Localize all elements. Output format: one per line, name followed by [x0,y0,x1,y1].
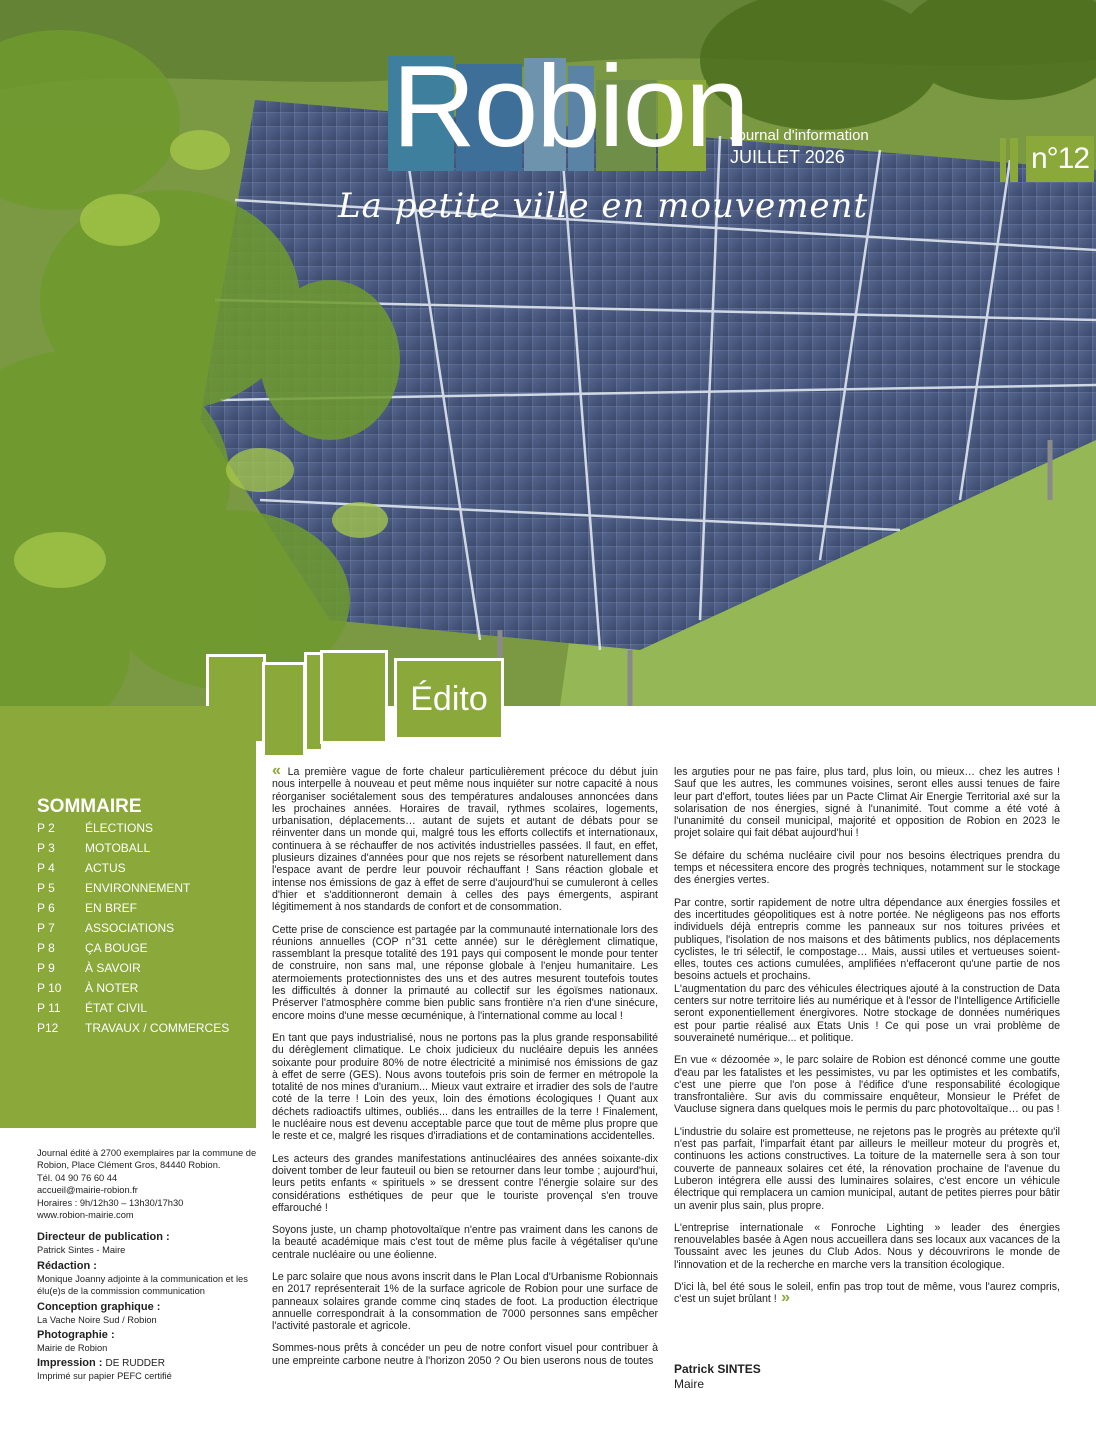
sommaire-label: EN BREF [85,901,138,915]
print-value: DE RUDDER [105,1358,165,1370]
article-paragraph [674,897,1060,1045]
sommaire-label: ASSOCIATIONS [85,921,175,935]
colophon-email[interactable]: accueil@mairie-robion.fr [37,1185,138,1196]
open-quote-mark: « [272,762,288,779]
sommaire-panel [0,706,256,1128]
article-text: Sommes-nous prêts à concéder un peu de notre confort visuel pour contribuer à une empreinte carbone neutre à l'horizon 2050 ? Ou bien userons nous de toutes [272,1342,658,1367]
sommaire-item [37,938,252,958]
sommaire-label: ÉTAT CIVIL [85,1001,148,1015]
article-paragraph [272,1224,658,1261]
article-paragraph [272,762,658,914]
article-text: Soyons juste, un champ photovoltaïque n'entre pas vraiment dans les canons de la beauté académique mais c'est tout de même plus facile à végétaliser qu'une centrale nucléaire ou une éolienne. [272,1224,658,1261]
sommaire-page: P 2 [37,821,55,835]
redaction-value: Monique Joanny adjointe à la communication et les élu(e)s de la commission communication [37,1273,248,1297]
article-column-1 [272,762,658,1396]
colophon [37,1147,259,1383]
paper-value: Imprimé sur papier PEFC certifié [37,1371,172,1382]
article-paragraph [674,1222,1060,1271]
sommaire-item [37,918,252,938]
issue-date: JUILLET 2026 [730,147,845,167]
sommaire-page: P 3 [37,841,55,855]
article-text: En vue « dézoomée », le parc solaire de Robion est dénoncé comme une goutte d'eau par les fatalistes et les pessimistes, vu par les optimistes et les combatifs, c'est une pierre que l'on pose à l'édifice d'une responsabilité écologique transfrontalière. Sur avis du commissaire enquêteur, Monsieur le Préfet de Vaucluse signera dans quelques mois le permis du parc photovoltaïque… ou pas ! [674,1054,1060,1116]
colophon-web[interactable]: www.robion-mairie.com [37,1210,134,1221]
article-paragraph [674,1281,1060,1306]
signature [674,1362,761,1392]
sommaire-item [37,998,252,1018]
sommaire-item [37,878,252,898]
article-text: L'entreprise internationale « Fonroche Lighting » leader des énergies renouvelables basée à Agen nous accueillera dans ses locaux aux vacances de la Toussaint avec les jeunes du Club Ados. Nous y découvrirons le monde de l'innovation et de la recherche en marche vers la transition écologique. [674,1221,1060,1271]
sommaire-item [37,818,252,838]
article-text: L'industrie du solaire est prometteuse, ne rejetons pas le progrès au prétexte qu'il n'est pas parfait, l'imparfait étant par ailleurs le meilleur moteur du progrès et, continuons les actions constructives. La toiture de la maternelle sera à son tour couverte de panneaux solaires cet été, la rénovation prochaine de l'avenue du Luberon intégrera elle aussi des luminaires solaires, c'est encore un véhicule électrique qui remplacera un camion municipal, autant de petites pierres pour bâtir un avenir plus sain, plus propre. [674,1125,1060,1212]
article-text: Le parc solaire que nous avons inscrit dans le Plan Local d'Urbanisme Robionnais en 2017 représenterait 1% de la surface agricole de Robion pour une surface de panneaux solaires grande comme cinq stades de foot. La production électrique annuelle correspondrait à la consommation de 7000 personnes sans empêcher l'activité pastorale et agricole. [272,1270,658,1333]
sommaire-item [37,1018,252,1038]
masthead-tagline: La petite ville en mouvement [338,186,869,226]
close-quote-mark: » [776,1289,791,1307]
sommaire-label: À SAVOIR [85,961,141,975]
director-value: Patrick Sintes - Maire [37,1245,126,1256]
design-value: La Vache Noire Sud / Robion [37,1314,157,1325]
article-text: Par contre, sortir rapidement de notre ultra dépendance aux énergies fossiles et des incertitudes géopolitiques est à notre portée. Ne négligeons pas nos efforts individuels déjà entrepris comme les panneaux sur nos toitures privées et publiques, l'isolation de nos maisons et des bâtiments publics, nos déplacements cyclistes, le tri sélectif, le compostage… Mais, aussi utiles et vertueuses soient-elles, toutes ces actions cumulées, amplifiées n'effaceront qu'une partie de nos besoins actuels et prochains. L'augmentation du parc des véhicules électriques ajouté à la construction de Data centers sur notre territoire liés au numérique et à l'essor de l'Intelligence Artificielle seront exponentiellement énergivores. Notre stockage de données numériques est pour partie réalisé aux Etats Unis ! Ce qui pose un vrai problème de souveraineté numérique... et politique. [674,896,1060,1044]
sommaire-item [37,898,252,918]
article-paragraph [272,1271,658,1332]
sommaire-page: P 10 [37,981,62,995]
signature-role: Maire [674,1377,705,1391]
photo-label: Photographie : [37,1329,115,1342]
masthead-title: Robion [392,41,748,171]
colophon-tel: Tél. 04 90 76 60 44 [37,1172,118,1183]
colophon-hours: Horaires : 9h/12h30 – 13h30/17h30 [37,1197,184,1208]
article-paragraph [674,766,1060,840]
article-paragraph [272,1153,658,1214]
article-text: D'ici là, bel été sous le soleil, enfin pas trop tout de même, vous l'aurez compris, c'est un sujet brûlant ! [674,1280,1060,1306]
issue-number-badge: n°12 [1026,136,1094,182]
sommaire-label: ENVIRONNEMENT [85,881,191,895]
article-paragraph [674,1126,1060,1212]
sommaire-page: P 6 [37,901,55,915]
sommaire-label: ÇA BOUGE [85,941,148,955]
article-text: Cette prise de conscience est partagée par la communauté internationale lors des réunions annuelles (COP n°31 cette année) sur le dérèglement climatique, rassemblant la presque totalité des 191 pays qui composent le monde pour tenter de construire, non sans mal, une réponse globale à l'enjeu humanitaire. Les atermoiements protectionnistes des uns et des autres mesurent toutefois toutes les difficultés à donner la primauté au collectif sur les égoïsmes nationaux. Préserver l'atmosphère comme bien public sans frontière n'a rien d'une sinécure, encore moins d'une messe œcuménique, à l'international comme au local ! [272,923,658,1022]
journal-label: Journal d'information [730,127,869,144]
edito-label: Édito [394,658,504,740]
sommaire-label: MOTOBALL [85,841,151,855]
article-paragraph [272,924,658,1022]
sommaire-page: P12 [37,1021,59,1035]
article-text: En tant que pays industrialisé, nous ne portons pas la plus grande responsabilité du dérèglement climatique. Le choix judicieux du nucléaire depuis les années soixante pour produire 80% de notre électricité a minimisé nos émissions de gaz à effet de serre (GES). Nous avons toutefois pris soin de fermer en métropole la totalité de nos mines d'uranium... Mieux vaut extraire et irradier des sols de l'autre coté de la terre ! Loin des yeux, loin des émotions écologiques ! Quant aux déchets radioactifs ultimes, oubliés... dans les entrailles de la terre ! Finalement, le nucléaire nous est devenu acceptable parce que tout de même plus propre que le reste et ce, malgré les risques d'irradiations et de contaminations accidentelles. [272,1031,658,1143]
article-paragraph [272,1342,658,1367]
photo-value: Mairie de Robion [37,1343,108,1354]
sommaire-label: ÉLECTIONS [85,821,154,835]
print-row [37,1357,259,1370]
article-text: La première vague de forte chaleur particulièrement précoce du début juin nous interpelle à nouveau et peut même nous inquiéter sur notre capacité à nous réorganiser sociétalement sous des températures andalouses annoncées dans les prochaines années. Horaires de travail, rythmes scolaires, logements, urbanisation, déplacements… autant de sujets et autant de débats pour se réinventer dans un monde qui, malgré tous les efforts collectifs et internationaux, continuera à se réchauffer de nos activités industrielles passées. Il faut, en effet, plusieurs dizaines d'années pour que nos rejets se résorbent naturellement dans l'espace avant de perdre leur pouvoir réchauffant ! Sans réaction globale et intense nos émissions de gaz à effet de serre d'aujourd'hui se cumuleront à celles d'hier et s'additionneront demain à celles des pays émergents, aspirant légitimement à nos standards de confort et de consommation. [272,766,658,914]
article-paragraph [674,850,1060,887]
sommaire-title: SOMMAIRE [37,796,142,817]
sommaire-item [37,858,252,878]
sommaire-label: ACTUS [85,861,126,875]
sommaire-page: P 8 [37,941,55,955]
signature-name: Patrick SINTES [674,1362,761,1376]
print-label: Impression : [37,1357,103,1370]
colophon-intro: Journal édité à 2700 exemplaires par la commune de Robion, Place Clément Gros, 84440 Robion. [37,1148,257,1171]
redaction-label: Rédaction : [37,1259,97,1272]
article-column-2 [674,766,1060,1316]
sommaire-item [37,978,252,998]
sommaire-item [37,838,252,858]
article-text: Les acteurs des grandes manifestations antinucléaires des années soixante-dix doivent tomber de leur fauteuil ou bien se retourner dans leur tombe ; aujourd'hui, leurs petits enfants « spirituels » se dressent contre l'énergie solaire sur des considérations esthétiques de peur que le touriste provençal s'en trouve effarouché ! [272,1152,658,1214]
sommaire-page: P 9 [37,961,55,975]
sommaire-label: À NOTER [85,981,139,995]
article-text: Se défaire du schéma nucléaire civil pour nos besoins électriques prendra du temps et nécessitera encore des progrès techniques, notamment sur le stockage des énergies vertes. [674,849,1060,887]
article-paragraph [674,1054,1060,1115]
design-label: Conception graphique : [37,1300,161,1313]
sommaire-page: P 4 [37,861,55,875]
sommaire-page: P 11 [37,1001,61,1015]
article-text: les arguties pour ne pas faire, plus tard, plus loin, ou mieux… chez les autres ! Sauf que les autres, les communes voisines, seront elles aussi tenues de faire leur part d'effort, toutes liées par un Pacte Climat Air Energie Territorial axé sur la solarisation de nos énergies, signé à l'unanimité. Tout comme a été voté à l'unanimité du conseil municipal, majorité et opposition de Robion en 2023 le projet solaire qui fait débat aujourd'hui ! [674,766,1060,840]
sommaire-page: P 7 [37,921,55,935]
sommaire-page: P 5 [37,881,55,895]
sommaire-label: TRAVAUX / COMMERCES [85,1021,230,1035]
director-label: Directeur de publication : [37,1231,170,1244]
article-paragraph [272,1032,658,1143]
sommaire-list [37,818,252,1038]
sommaire-item [37,958,252,978]
